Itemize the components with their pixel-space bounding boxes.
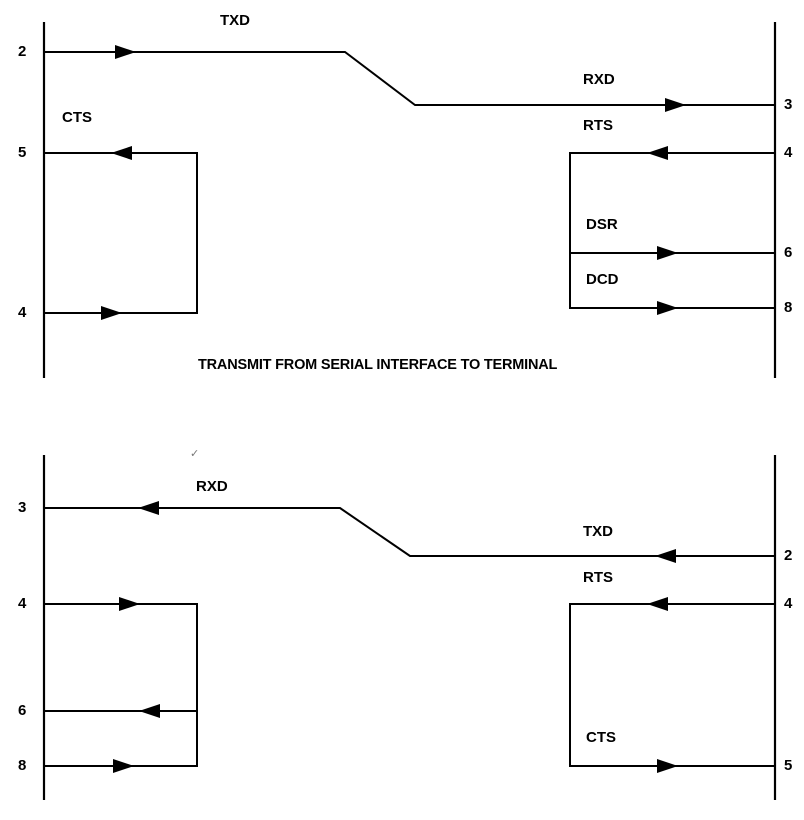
bottom-left-pin-3: 3 (18, 499, 27, 516)
bottom-pin8-arrow (113, 759, 134, 773)
top-left-pin-2: 2 (18, 43, 27, 60)
top-left-pin-5: 5 (18, 144, 27, 161)
bottom-panel-group (1, 0, 804, 800)
bottom-signal-rxd: RXD (196, 478, 228, 495)
top-panel-group (44, 22, 775, 378)
bottom-pin6-arrow (139, 704, 160, 718)
top-rxd-arrow (665, 98, 686, 112)
top-txd-rxd-line (44, 52, 775, 105)
top-signal-cts: CTS (62, 109, 92, 126)
top-right-loopback-rts-dsr-path (570, 153, 775, 253)
bottom-right-pin-4: 4 (784, 595, 793, 612)
top-txd-arrow (115, 45, 136, 59)
top-signal-txd: TXD (220, 12, 250, 29)
bottom-right-pin-5: 5 (784, 757, 793, 774)
top-dsr-arrow (657, 246, 678, 260)
bottom-rts-arrow (647, 597, 668, 611)
bottom-cts-arrow (657, 759, 678, 773)
bottom-left-pin-4: 4 (18, 595, 27, 612)
top-right-pin-8: 8 (784, 299, 793, 316)
bottom-left-pin-8: 8 (18, 757, 27, 774)
bottom-rxd-arrow (138, 501, 159, 515)
top-signal-dcd: DCD (586, 271, 619, 288)
bottom-left-loopback-path (44, 604, 197, 766)
top-left-loopback-return-arrow (101, 306, 122, 320)
bottom-txd-arrow (655, 549, 676, 563)
top-right-pin-6: 6 (784, 244, 793, 261)
bottom-signal-rts: RTS (583, 569, 613, 586)
top-signal-rxd: RXD (583, 71, 615, 88)
top-left-loopback-cts-path (44, 153, 197, 313)
top-right-pin-3: 3 (784, 96, 793, 113)
bottom-right-pin-2: 2 (784, 547, 793, 564)
bottom-rxd-txd-line (44, 508, 775, 556)
top-rts-arrow (647, 146, 668, 160)
top-cts-arrow (111, 146, 132, 160)
top-dcd-arrow (657, 301, 678, 315)
top-signal-rts: RTS (583, 117, 613, 134)
top-signal-dsr: DSR (586, 216, 618, 233)
bottom-signal-txd: TXD (583, 523, 613, 540)
diagram-caption: TRANSMIT FROM SERIAL INTERFACE TO TERMINAL (198, 357, 558, 373)
bottom-pin4-arrow (119, 597, 140, 611)
top-right-pin-4: 4 (784, 144, 793, 161)
top-left-pin-4: 4 (18, 304, 27, 321)
stray-mark: ✓ (190, 448, 200, 460)
bottom-signal-cts: CTS (586, 729, 616, 746)
bottom-left-pin-6: 6 (18, 702, 27, 719)
